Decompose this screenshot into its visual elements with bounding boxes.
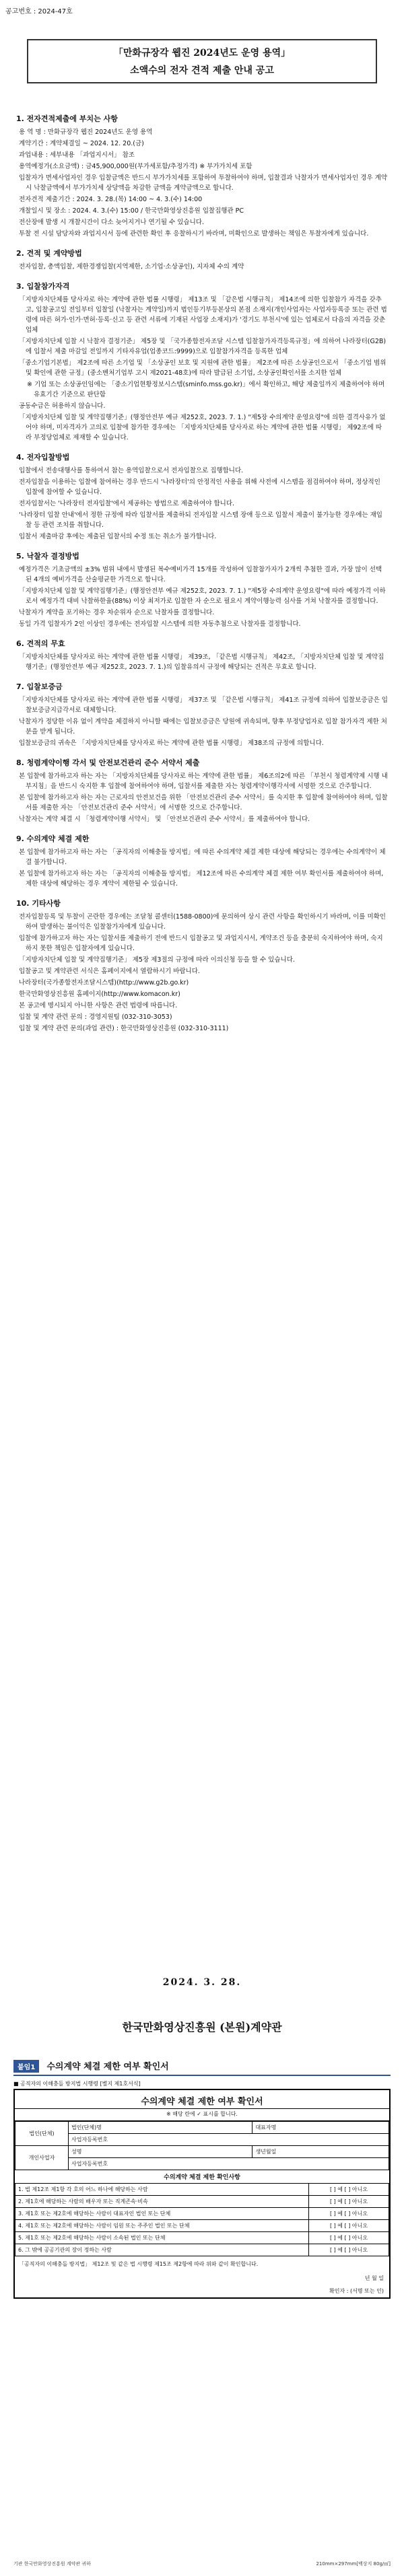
issuing-organization: 한국만화영상진흥원 (본원)계약관 — [122, 2021, 282, 2034]
section-title: 10. 기타사항 — [16, 899, 61, 908]
section-item: 전산장애 발생 시 개찰시간이 다소 늦어지거나 연기될 수 있습니다. — [19, 219, 204, 226]
section-title: 3. 입찰참가자격 — [16, 282, 70, 291]
row-label: 개인사업자 — [15, 2146, 69, 2170]
notice-number: 공고번호 : 2024-47호 — [5, 8, 73, 15]
section-item: 입찰서 제출마감 후에는 제출된 입찰서의 수정 또는 취소가 불가합니다. — [19, 533, 217, 540]
check-option[interactable]: [ ] 예 [ ] 아니오 — [309, 2184, 389, 2196]
check-row — [15, 2244, 389, 2256]
section-item: 전자입찰서는 '나라장터 전자입찰'에서 제공하는 방법으로 제출하여야 합니다. — [19, 500, 235, 507]
check-text: 5. 제1호 또는 제2호에 해당하는 사람이 소속된 법인 또는 단체 — [15, 2232, 309, 2244]
section-item: ※ 기업 또는 소상공인임에는 「중소기업현황정보시스템(sminfo.mss.go.kr)」에서 확인하고, 해당 제출일까지 제출하여야 하며 유효기간 기준으로 판단함 — [27, 381, 385, 398]
form-bottom-line — [13, 2561, 391, 2567]
applicant-table — [15, 2121, 389, 2170]
section-item: '나라장터 입찰 안내'에서 정한 규정에 따라 입찰서를 제출하되 전자입찰 시스템 장애 등으로 입찰서 제출이 불가능한 경우에는 재입찰 등 관련 조치를 취합니다. — [19, 511, 382, 529]
section-item: 「지방자치단체를 당사자로 하는 계약에 관한 법률 시행령」 제37조 및 「같은법 시행규칙」 제41조 규정에 의하여 입찰보증금은 입찰보증금지급각서로 대체합니다. — [19, 696, 388, 714]
table-row — [15, 2158, 389, 2170]
section-item: 입찰공고 및 계약관련 서식은 홈페이지에서 열람하시기 바랍니다. — [19, 968, 200, 975]
check-text: 6. 그 밖에 공공기관의 장이 정하는 사람 — [15, 2244, 309, 2256]
table-row — [15, 2134, 389, 2146]
section-item: 본 입찰에 참가하고자 하는 자는 「공직자의 이해충돌 방지법」 제12조에 따른 수의계약 체결 제한 여부 확인서를 제출하여야 하며, 제한 대상에 해당하는 경우 계약이 제한될 수 있습니다. — [19, 870, 384, 888]
section-title: 1. 전자견적제출에 부치는 사항 — [16, 114, 118, 123]
annex-divider — [13, 2075, 391, 2076]
section-item: 「지방자치단체 입찰 및 계약집행기준」(행정안전부 예규 제252호, 2023. 7. 1.) "제5장 수의계약 운영요령"에 의한 결격사유가 없어야 하며, 미자격자가 고의로 입찰에 참가한 경우에는 「지방자치단체를 당사자로 하는 계약에 관한 법률 시행령」 제92조에 따라 부정당업체로 제재할 수 있습니다. — [19, 414, 386, 441]
section-item: 예정가격은 기초금액의 ±3% 범위 내에서 발생된 복수예비가격 15개를 작성하여 입찰참가자가 2개씩 추첨한 결과, 가장 많이 선택된 4개의 예비가격을 산술평균한 가격으로 합니다. — [19, 566, 382, 583]
section-item: 「지방자치단체 입찰 및 계약집행기준」 제5장 제3절의 규정에 따라 이의신청 등을 할 수 있습니다. — [19, 956, 295, 964]
form-subtitle: ※ 해당 란에 ✓ 표시를 합니다. — [15, 2109, 389, 2121]
section-item: 전자입찰을 이용하는 입찰에 참여하는 경우 반드시 '나라장터'의 안정적인 사용을 위해 사전에 시스템을 점검하여야 하며, 정상적인 입찰에 참여할 수 있습니다. — [19, 478, 380, 496]
section-item: 나라장터(국가종합전자조달시스템)(http://www.g2b.go.kr) — [19, 979, 189, 987]
section-item: 용 역 명 : 만화규장각 웹진 2024년도 운영 용역 — [19, 129, 153, 136]
section-item: 본 공고에 명시되지 아니한 사항은 관련 법령에 따릅니다. — [19, 1002, 178, 1009]
annex-form — [13, 2059, 391, 2299]
check-table — [15, 2183, 389, 2256]
check-row — [15, 2220, 389, 2232]
section-title: 5. 낙찰자 결정방법 — [16, 552, 79, 561]
section-item: 공동수급은 허용하지 않습니다. — [19, 402, 106, 410]
section-item: 입찰 및 계약 관련 문의(과업 관련) : 한국만화영상진흥원 (032-310-3111) — [19, 1025, 229, 1032]
section-item: 한국만화영상진흥원 홈페이지(http://www.komacon.kr) — [19, 991, 180, 998]
section-title: 2. 견적 및 계약방법 — [16, 249, 82, 258]
section-item: 입찰에서 전송대행사를 통하여서 참는 용역입찰으로서 전자입찰으로 집행합니다. — [19, 467, 244, 474]
check-text: 2. 제1호에 해당하는 사람의 배우자 또는 직계존속·비속 — [15, 2196, 309, 2208]
table-row — [15, 2122, 389, 2134]
section-item: 입찰보증금의 귀속은 「지방자치단체를 당사자로 하는 계약에 관한 법률 시행령」 제38조의 규정에 의합니다. — [19, 740, 324, 747]
section-item: 입찰자가 면세사업자인 경우 입찰금액은 반드시 부가가치세를 포함하여 투찰하여야 하며, 입찰결과 낙찰자가 면세사업자인 경우 계약 시 낙찰금액에서 부가가치세 상당액을 차감한 금액을 계약금액으로 합니다. — [19, 174, 388, 192]
section-item: 투찰 전 시설 담당자와 과업지시서 등에 관련한 확인 후 응찰하시기 바라며, 미확인으로 발생하는 책임은 투찰자에게 있습니다. — [19, 230, 369, 238]
section-item: 「지방자치단체 입찰 시 낙찰자 결정기준」 제5장 및 「국가종합전자조달 시스템 입찰참가자격등록규정」에 의하여 나라장터(G2B)에 입찰서 제출 마감일 전일까지 기타자유업(업종코드:9999)으로 입찰참가자격을 등록한 업체 — [19, 338, 386, 355]
section-title: 7. 입찰보증금 — [16, 682, 63, 691]
check-section-title: 수의계약 체결 제한 확인사항 — [164, 2174, 240, 2181]
check-option[interactable]: [ ] 예 [ ] 아니오 — [309, 2232, 389, 2244]
notice-date: 2024. 3. 28. — [162, 1977, 242, 1988]
section-title: 6. 견적의 무효 — [16, 639, 65, 648]
section-item: 낙찰자가 계약을 포기하는 경우 차순위자 순으로 낙찰자를 결정합니다. — [19, 609, 215, 616]
sign-date[interactable]: 년 월 일 — [364, 2275, 384, 2281]
check-text: 1. 법 제12조 제1항 각 호의 어느 하나에 해당하는 사람 — [15, 2184, 309, 2196]
title-box — [27, 39, 377, 83]
check-option[interactable]: [ ] 예 [ ] 아니오 — [309, 2208, 389, 2220]
sign-name[interactable]: 확인자 : (서명 또는 인) — [329, 2288, 384, 2294]
section-title: 4. 전자입찰방법 — [16, 453, 70, 462]
section-item: 「지방자치단체를 당사자로 하는 계약에 관한 법률 시행령」 제39조, 「같은법 시행규칙」 제42조, 「지방자치단체 입찰 및 계약집행기준」(행정안전부 예규 제252호, 2023. 7. 1.)의 입찰유의서 규정에 해당되는 견적은 무효로 합니다. — [19, 653, 384, 671]
form-footer-text: 「공직자의 이해충돌 방지법」 제12조 및 같은 법 시행령 제15조 제2항에 따라 위와 같이 확인합니다. — [19, 2261, 259, 2267]
table-row — [15, 2146, 389, 2158]
section-item: 동일 가격 입찰자가 2인 이상인 경우에는 전자입찰 시스템에 의한 자동추첨으로 낙찰자를 결정합니다. — [19, 620, 301, 628]
section-item: 개찰일시 및 장소 : 2024. 4. 3.(수) 15:00 / 한국만화영상진흥원 입찰집행관 PC — [19, 207, 244, 215]
section-item: 입찰에 참가하고자 하는 자는 입찰서를 제출하기 전에 반드시 입찰공고 및 과업지시서, 계약조건 등을 충분히 숙지하여야 하며, 숙지하지 못한 책임은 입찰자에게 있습니다. — [19, 935, 383, 952]
check-option[interactable]: [ ] 예 [ ] 아니오 — [309, 2220, 389, 2232]
footer-right: 210mm×297mm[백상지 80g/㎡] — [316, 2561, 391, 2567]
section-item: 낙찰자가 정당한 이유 없이 계약을 체결하지 아니할 때에는 입찰보증금은 당원에 귀속되며, 향후 부정당업자로 입찰 참가자격 제한 처분을 받게 됩니다. — [19, 718, 387, 736]
section-item: 입찰 및 계약 관련 문의 : 경영지원팀 (032-310-3053) — [19, 1013, 172, 1021]
check-row — [15, 2232, 389, 2244]
section-item: 본 입찰에 참가하고자 하는 자는 근로자의 안전보건을 위한 「안전보건관리 준수 서약서」를 숙지한 후 입찰에 참여하여야 하며, 입찰서를 제출한 자는 「안전보건관리 준수 서약서」에 서명한 것으로 간주합니다. — [19, 794, 388, 812]
title-line-1: 「만화규장각 웹진 2024년도 운영 용역」 — [113, 48, 291, 59]
annex-tag: 붙임1 — [13, 2060, 39, 2073]
field-cell[interactable]: 생년월일 — [252, 2146, 389, 2158]
section-item: 전자입찰, 총액입찰, 제한경쟁입찰(지역제한, 소기업·소상공인), 지자체 수의 계약 — [19, 263, 244, 271]
form-title: 수의계약 체결 제한 여부 확인서 — [15, 2090, 389, 2109]
notice-body — [16, 104, 388, 1035]
check-row — [15, 2184, 389, 2196]
title-line-2: 소액수의 전자 견적 제출 안내 공고 — [130, 65, 274, 76]
check-option[interactable]: [ ] 예 [ ] 아니오 — [309, 2244, 389, 2256]
section-item: 「지방자치단체 입찰 및 계약집행기준」(행정안전부 예규 제252호, 2023. 7. 1.) "제5장 수의계약 운영요령"에 따라 예정가격 이하로서 예정가격 대비 낙찰하한율(88%) 이상 최저가로 입찰한 자 순으로 필요시 계약이행능력 심사를 거쳐 낙찰자를 결정합니다. — [19, 587, 386, 605]
field-cell[interactable]: 법인(단체)명 — [69, 2122, 252, 2134]
section-item: 전자견적 제출기간 : 2024. 3. 28.(목) 14:00 ~ 4. 3.(수) 14:00 — [19, 196, 203, 203]
check-text: 3. 제1호 또는 제2호에 해당하는 사람이 대표자인 법인 또는 단체 — [15, 2208, 309, 2220]
section-item: 용역예정가(소요금액) : 금45,900,000원(부가세포함/추정가격) ※ 부가가치세 포함 — [19, 163, 252, 170]
section-item: 낙찰자는 계약 체결 시 「청렴계약이행 서약서」 및 「안전보건관리 준수 서약서」를 제출하여야 합니다. — [19, 816, 310, 823]
section-item: 계약기간 : 계약체결일 ~ 2024. 12. 20.(금) — [19, 140, 144, 147]
field-cell[interactable]: 사업자등록번호 — [69, 2158, 389, 2170]
check-row — [15, 2208, 389, 2220]
field-cell[interactable]: 성명 — [69, 2146, 252, 2158]
section-item: 본 입찰에 참가하고자 하는 자는 「공직자의 이해충돌 방지법」에 따른 수의계약 체결 제한 대상에 해당되는 경우에는 수의계약이 체결 불가합니다. — [19, 849, 386, 866]
annex-title: 수의계약 체결 제한 여부 확인서 — [46, 2062, 169, 2072]
section-title: 9. 수의계약 체결 제한 — [16, 834, 90, 843]
confirmation-form — [13, 2089, 391, 2299]
row-label: 법인(단체) — [15, 2122, 69, 2146]
field-cell[interactable]: 사업자등록번호 — [69, 2134, 389, 2146]
check-option[interactable]: [ ] 예 [ ] 아니오 — [309, 2196, 389, 2208]
footer-left: 기관 한국만화영상진흥원 계약관 귀하 — [13, 2561, 91, 2567]
section-item: 「중소기업기본법」 제2조에 따른 소기업 및 「소상공인 보호 및 지원에 관한 법률」 제2조에 따른 소상공인으로서 「중소기업 범위 및 확인에 관한 규정」(중소벤처기업부 고시 제2021-48호)에 따라 발급된 소기업, 소상공인확인서를 소지한 업체 — [19, 359, 386, 377]
section-item: 본 입찰에 참가하고자 하는 자는 「지방자치단체를 당사자로 하는 계약에 관한 법률」 제6조의2에 따른 「부천시 청렴계약제 시행 내부지침」을 반드시 숙지한 후 입찰에 참여하여야 하며, 입찰서를 제출한 자는 청렴계약이행각서에 서명한 것으로 간주합니다. — [19, 773, 388, 790]
section-item: 과업내용 : 세부내용 「과업지시서」 참조 — [19, 151, 135, 159]
check-row — [15, 2196, 389, 2208]
section-item: 「지방자치단체를 당사자로 하는 계약에 관한 법률 시행령」 제13조 및 「같은법 시행규칙」 제14조에 의한 입찰참가 자격을 갖추고, 입찰공고일 전일부터 입찰일 (낙찰자는 계약일)까지 법인등기부등본상의 본점 소재지(개인사업자는 사업자등록증 또는 관련 법령에 따른 허가·인가·면허·등록·신고 등 관련 서류에 기재된 사업장 소재지)가 '경기도 부천시'에 있는 업체로서 다음의 자격을 갖춘 업체 — [19, 296, 387, 334]
section-title: 8. 청렴계약이행 각서 및 안전보건관리 준수 서약서 제출 — [16, 758, 200, 767]
check-text: 4. 제1호 또는 제2호에 해당하는 사람이 임원 또는 주주인 법인 또는 단체 — [15, 2220, 309, 2232]
field-cell[interactable]: 대표자명 — [252, 2122, 389, 2134]
form-note: ■ 공직자의 이해충돌 방지법 시행령 [별지 제1호서식] — [13, 2081, 141, 2087]
section-item: 전자입찰등록 및 투찰이 곤란한 경우에는 조달청 콜센터(1588-0800)에 문의하여 상시 관련 사항을 확인하시기 바라며, 이를 미확인하여 발생하는 불이익은 입찰참가자에게 있습니다. — [19, 913, 386, 931]
